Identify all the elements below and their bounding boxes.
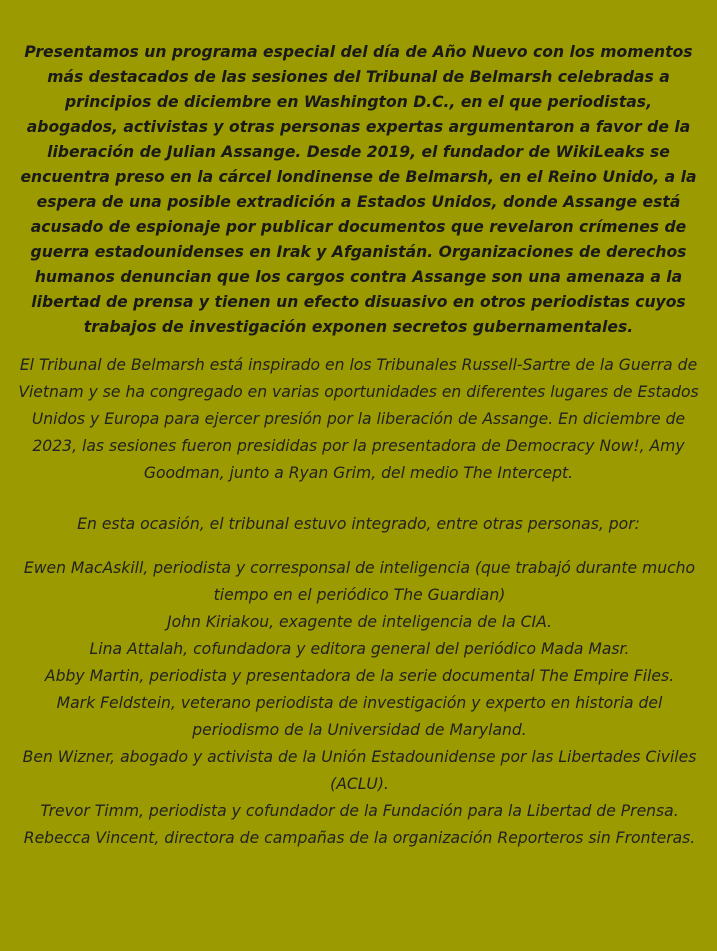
- list-item: Ben Wizner, abogado y activista de la Unión Estadounidense por las Libertades Civiles (ACLU).: [22, 748, 697, 793]
- intro-paragraph: Presentamos un programa especial del día de Año Nuevo con los momentos más destacados de las sesiones del Tribunal de Belmarsh celebradas a principios de diciembre en Washington D.C., en el que periodistas, abogados, activistas y otras personas expertas argumentaron a favor de la liberación de Julian Assange. Desde 2019, el fundador de WikiLeaks se encuentra preso en la cárcel londinense de Belmarsh, en el Reino Unido, a la espera de una posible extradición a Estados Unidos, donde Assange está acusado de espionaje por publicar documentos que revelaron crímenes de guerra estadounidenses en Irak y Afganistán. Organizaciones de derechos humanos denuncian que los cargos contra Assange son una amenaza a la libertad de prensa y tienen un efecto disuasivo en otros periodistas cuyos trabajos de investigación exponen secretos gubernamentales.: [20, 43, 697, 336]
- members-lead: En esta ocasión, el tribunal estuvo integrado, entre otras personas, por:: [77, 515, 640, 533]
- list-item: Rebecca Vincent, directora de campañas de la organización Reporteros sin Fronteras.: [23, 829, 696, 847]
- list-item: Ewen MacAskill, periodista y corresponsal de inteligencia (que trabajó durante mucho tiempo en el periódico The Guardian): [23, 559, 696, 604]
- list-item: Lina Attalah, cofundadora y editora general del periódico Mada Masr.: [89, 640, 630, 658]
- tribunal-paragraph: El Tribunal de Belmarsh está inspirado en los Tribunales Russell-Sartre de la Guerra de Vietnam y se ha congregado en varias oportunidades en diferentes lugares de Estados Unidos y Europa para ejercer presión por la liberación de Assange. En diciembre de 2023, las sesiones fueron presididas por la presentadora de Democracy Now!, Amy Goodman, junto a Ryan Grim, del medio The Intercept.: [18, 356, 699, 482]
- list-item: Trevor Timm, periodista y cofundador de la Fundación para la Libertad de Prensa.: [40, 802, 679, 820]
- members-list: [12, 555, 707, 852]
- list-item: Abby Martin, periodista y presentadora de la serie documental The Empire Files.: [44, 667, 675, 685]
- list-item: John Kiriakou, exagente de inteligencia de la CIA.: [166, 613, 553, 631]
- list-item: Mark Feldstein, veterano periodista de investigación y experto en historia del periodismo de la Universidad de Maryland.: [56, 694, 663, 739]
